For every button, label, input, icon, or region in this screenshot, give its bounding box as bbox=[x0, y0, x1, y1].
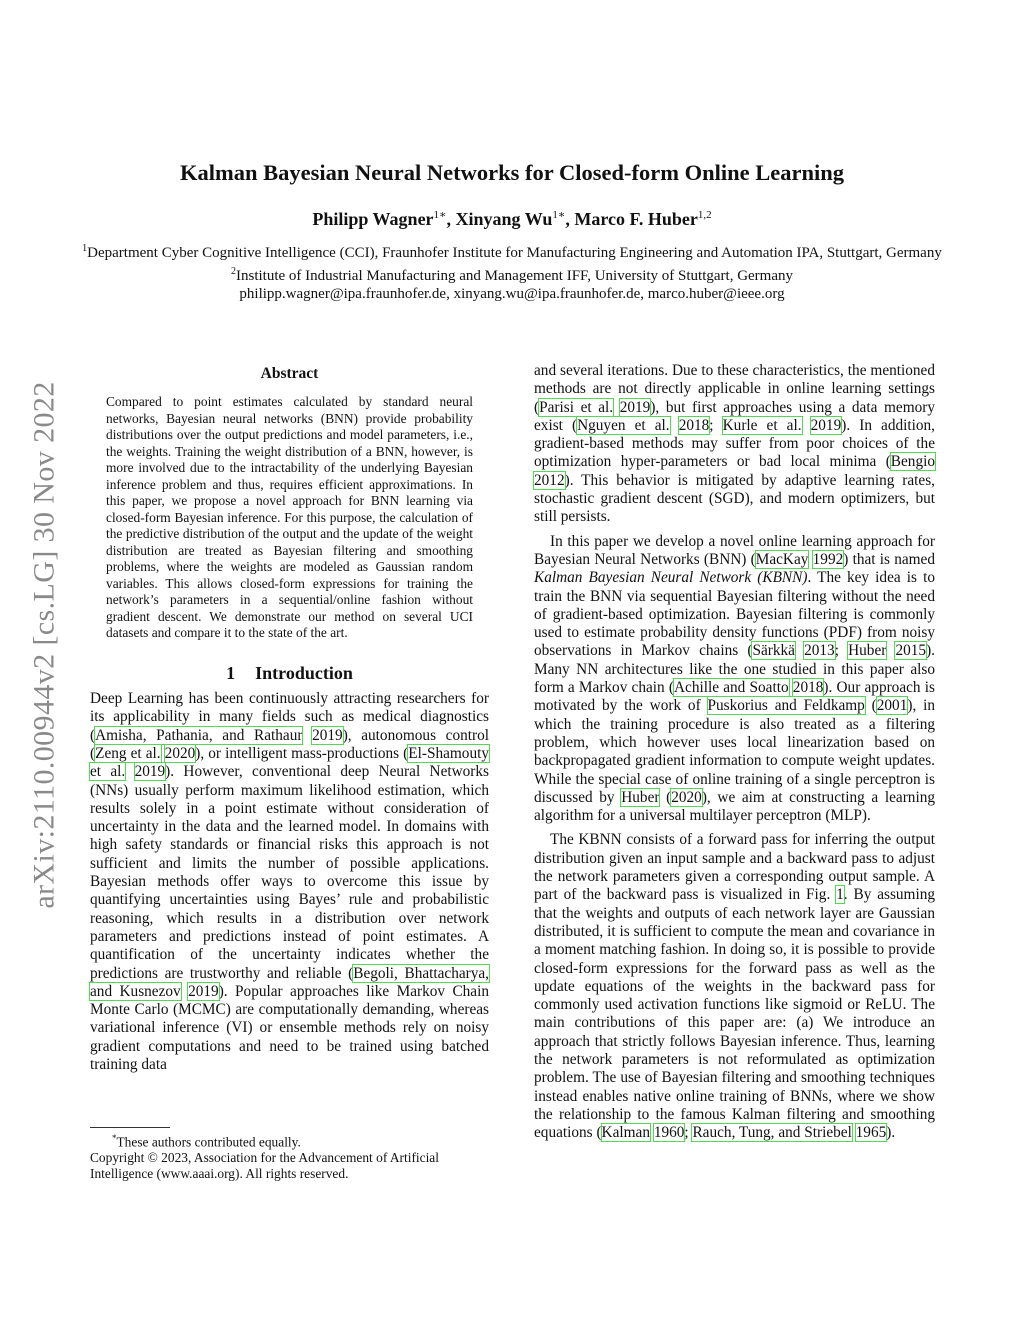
affiliation-1 bbox=[80, 240, 944, 263]
citation-link[interactable]: Rauch, Tung, and Striebel bbox=[692, 1124, 852, 1142]
footnotes bbox=[90, 1130, 489, 1182]
citation-year-link[interactable]: 2001 bbox=[876, 697, 908, 715]
abstract-text: Compared to point estimates calculated by standard neural networks, Bayesian neural networks (BNN) provide probability distributions over the output predictions and model parameters, i.e., the weights. Training the weight distribution of a BNN, however, is more involved due to the intractability of the underlying Bayesian inference problem and thus, requires efficient approximations. In this paper, we propose a novel approach for BNN learning via closed-form Bayesian inference. For this purpose, the calculation of the predictive distribution of the output and the update of the weight distribution are treated as Bayesian filtering and smoothing problems, where the weights are modeled as Gaussian random variables. This allows closed-form expressions for training the network’s parameters in a sequential/online fashion without gradient descent. We demonstrate our method on several UCI datasets and compare it to the state of the art. bbox=[106, 394, 473, 641]
method-name: Kalman Bayesian Neural Network (KBNN) bbox=[534, 569, 808, 587]
footnote-equal-contribution bbox=[90, 1130, 489, 1150]
footnote-rule bbox=[90, 1127, 170, 1128]
citation-year-link[interactable]: 2020 bbox=[164, 744, 196, 762]
body-paragraph: In this paper we develop a novel online learning approach for Bayesian Neural Networks (BNN) (MacKay 1992) that is named Kalman Bayesian Neural Network (KBNN). The key idea is to train the BNN via sequential Bayesian filtering without the need of gradient-based optimization. Bayesian filtering is commonly used to estimate probability density functions (PDF) from noisy observations in Markov chains (Särkkä 2013; Huber 2015). Many NN architectures like the one studied in this paper also form a Markov chain (Achille and Soatto 2018). Our approach is motivated by the work of Puskorius and Feldkamp (2001), in which the training procedure is also treated as a filtering problem, which however uses local linearization based on backpropagated gradient information to compute weight updates. While the special case of online training of a single perceptron is discussed by Huber (2020), we aim at constructing a learning algorithm for a universal multilayer perceptron (MLP). bbox=[534, 532, 936, 825]
citation-year-link[interactable]: 2019 bbox=[188, 982, 219, 1000]
citation-year-link[interactable]: 2013 bbox=[804, 642, 835, 660]
author-affil-mark: 1,2 bbox=[697, 209, 712, 221]
citation-year-link[interactable]: 2019 bbox=[134, 763, 166, 781]
citation-year-link[interactable]: 2018 bbox=[792, 679, 824, 697]
citation-link[interactable]: MacKay bbox=[755, 550, 809, 568]
arxiv-stamp-text: arXiv:2110.00944v2 [cs.LG] 30 Nov 2022 bbox=[28, 381, 62, 909]
citation-link[interactable]: Kurle et al. bbox=[722, 416, 802, 434]
affiliation-2 bbox=[80, 263, 944, 286]
paper-title: Kalman Bayesian Neural Networks for Closed-form Online Learning bbox=[180, 160, 844, 185]
citation-year-link[interactable]: 1965 bbox=[855, 1124, 887, 1142]
author-list: Philipp Wagner$^{1∗}$, Xinyang $Wu^{1∗}$, Marco F. Huber$^{1,2}$ bbox=[312, 209, 712, 229]
affil-text: Institute of Industrial Manufacturing and Management IFF, University of Stuttgart, Germany bbox=[235, 267, 793, 284]
citation-year-link[interactable]: 2020 bbox=[671, 788, 702, 806]
affil-mark: 2 bbox=[230, 265, 236, 277]
affil-text: Department Cyber Cognitive Intelligence (CCI), Fraunhofer Institute for Manufacturing Engineering and Automation IPA, Stuttgart, Germany bbox=[87, 245, 942, 261]
abstract-heading: Abstract bbox=[260, 365, 319, 382]
author-affil-mark: 1∗ bbox=[552, 209, 566, 221]
author-emails: philipp.wagner@ipa.fraunhofer.de, xinyang.wu@ipa.fraunhofer.de, marco.huber@ieee.org bbox=[239, 286, 785, 302]
footnote-text: These authors contributed equally. bbox=[116, 1134, 301, 1150]
citation-year-link[interactable]: 1960 bbox=[653, 1124, 685, 1142]
citation-year-link[interactable]: 2019 bbox=[312, 726, 343, 744]
affiliations bbox=[80, 240, 944, 304]
citation-link[interactable]: Bengio bbox=[890, 453, 935, 471]
citation-link[interactable]: Särkkä bbox=[752, 642, 795, 660]
citation-link[interactable]: Huber bbox=[621, 788, 660, 806]
author-affil-mark: 1∗ bbox=[433, 209, 447, 221]
section-heading-introduction bbox=[90, 664, 489, 682]
citation-link[interactable]: Begoli, Bhattacharya, and Kusnezov bbox=[90, 964, 490, 1000]
citation-link[interactable]: Huber bbox=[848, 642, 887, 660]
citation-link[interactable]: Achille and Soatto bbox=[673, 679, 789, 697]
author-name: Marco F. Huber bbox=[574, 209, 698, 229]
citation-link[interactable]: Amisha, Pathania, and Rathaur bbox=[95, 726, 303, 744]
citation-link[interactable]: Nguyen et al. bbox=[577, 416, 670, 434]
citation-link[interactable]: Puskorius and Feldkamp bbox=[707, 697, 865, 715]
citation-year-link[interactable]: 2018 bbox=[678, 416, 710, 434]
citation-year-link[interactable]: 2019 bbox=[810, 416, 842, 434]
citation-year-link[interactable]: 1992 bbox=[812, 550, 844, 568]
citation-year-link[interactable]: 2019 bbox=[619, 398, 651, 416]
section-title: Introduction bbox=[255, 662, 353, 683]
citation-year-link[interactable]: 2015 bbox=[895, 642, 927, 660]
body-paragraph: and several iterations. Due to these characteristics, the mentioned methods are not directly applicable in online learning settings (Parisi et al. 2019), but first approaches using a data memory exist (Nguyen et al. 2018; Kurle et al. 2019). In addition, gradient-based methods may suffer from poor choices of the optimization hyper-parameters or bad local minima (Bengio 2012). This behavior is mitigated by adaptive learning rates, stochastic gradient descent (SGD), and modern optimizers, but still persists. bbox=[534, 362, 936, 526]
author-name: Xinyang Wu bbox=[455, 209, 553, 229]
figure-link[interactable]: 1 bbox=[836, 886, 844, 904]
citation-link[interactable]: Zeng et al. bbox=[95, 744, 161, 762]
affil-mark: 1 bbox=[82, 243, 88, 254]
intro-paragraph: Deep Learning has been continuously attracting researchers for its applicability in many fields such as medical diagnostics (Amisha, Pathania, and Rathaur 2019), autonomous control (Zeng et al. 2020), or intelligent mass-productions (El-Shamouty et al. 2019). However, conventional deep Neural Networks (NNs) usually perform maximum likelihood estimation, which results solely in a point estimate without consideration of uncertainty in the data and the learned model. In domains with high safety standards or financial risks this approach is not sufficient and limits the number of possible applications. Bayesian methods offer ways to overcome this issue by quantifying uncertainties using Bayes’ rule and probabilistic reasoning, which results in a distribution over network parameters and predictions instead of point estimates. A quantification of the uncertainty indicates whether the predictions are trustworthy and reliable (Begoli, Bhattacharya, and Kusnezov 2019). Popular approaches like Markov Chain Monte Carlo (MCMC) are computationally demanding, whereas variational inference (VI) or ensemble methods rely on noisy gradient computations and need to be trained using batched training data bbox=[90, 690, 490, 1074]
citation-year-link[interactable]: 2012 bbox=[534, 471, 565, 489]
body-paragraph: The KBNN consists of a forward pass for inferring the output distribution given an input sample and a backward pass to adjust the network parameters given a corresponding output sample. A part of the backward pass is visualized in Fig. 1. By assuming that the weights and outputs of each network layer are Gaussian distributed, it is sufficient to compute the mean and covariance in a moment matching fashion. In doing so, it is possible to provide closed-form expressions for the forward pass as well as the update equations of the weights in the backward pass for commonly used activation functions like sigmoid or ReLU. The main contributions of this paper are: (a) We introduce an approach that strictly follows Bayesian inference. Thus, learning the network parameters is not reformulated as optimization problem. The use of Bayesian filtering and smoothing techniques instead enables native online training of BNNs, where we show the relationship to the famous Kalman filtering and smoothing equations (Kalman 1960; Rauch, Tung, and Striebel 1965). bbox=[534, 831, 935, 1142]
author-name: Philipp Wagner bbox=[312, 209, 434, 229]
citation-link[interactable]: El-Shamouty et al. bbox=[90, 744, 489, 781]
arxiv-stamp bbox=[23, 347, 67, 943]
left-column bbox=[90, 364, 489, 1074]
copyright-notice: Copyright © 2023, Association for the Advancement of Artificial Intelligence (www.aaai.org). All rights reserved. bbox=[90, 1150, 439, 1182]
section-number: 1 bbox=[226, 662, 236, 683]
citation-link[interactable]: Parisi et al. bbox=[539, 398, 614, 416]
citation-link[interactable]: Kalman bbox=[601, 1124, 650, 1142]
footnote-mark: * bbox=[112, 1133, 117, 1143]
right-column bbox=[534, 362, 935, 1142]
